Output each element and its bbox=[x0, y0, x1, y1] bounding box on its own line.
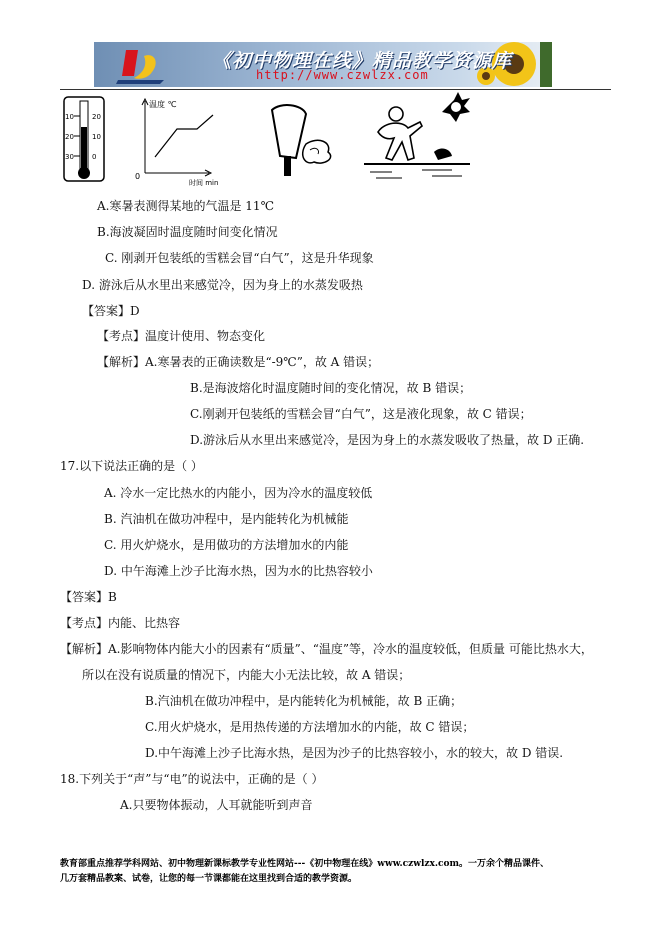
text-line: C. 用火炉烧水，是用做功的方法增加水的内能 bbox=[104, 538, 349, 552]
text-line: 【考点】温度计使用、物态变化 bbox=[97, 329, 266, 343]
text-line: 【答案】B bbox=[60, 590, 117, 604]
text-line: D.游泳后从水里出来感觉冷，是因为身上的水蒸发吸收了热量，故 D 正确. bbox=[190, 433, 585, 447]
text-line: A.寒暑表测得某地的气温是 11℃ bbox=[97, 199, 274, 213]
text-line: 【考点】内能、比热容 bbox=[60, 616, 181, 630]
thermometer-tick-label: 30 bbox=[65, 153, 74, 161]
text-line: D.中午海滩上沙子比海水热，是因为沙子的比热容较小，水的较大，故 D 错误. bbox=[145, 746, 564, 760]
thermometer-tick-label: 20 bbox=[92, 113, 101, 121]
text-line: D. 游泳后从水里出来感觉冷，因为身上的水蒸发吸热 bbox=[82, 278, 363, 292]
thermometer-figure bbox=[62, 95, 108, 185]
text-line: D. 中午海滩上沙子比海水热，因为水的比热容较小 bbox=[104, 564, 373, 578]
ice-cream-bar-image bbox=[262, 100, 342, 180]
header-divider bbox=[60, 89, 611, 90]
swimmer-image bbox=[362, 92, 472, 187]
text-line: C.用火炉烧水，是用热传递的方法增加水的内能，故 C 错误； bbox=[145, 720, 475, 734]
text-line: A.只要物体振动，人耳就能听到声音 bbox=[120, 798, 313, 812]
temperature-time-graph bbox=[125, 95, 219, 187]
text-line: 【答案】D bbox=[82, 304, 140, 318]
site-logo bbox=[116, 50, 164, 84]
text-line: 【解析】A.影响物体内能大小的因素有“质量”、“温度”等，冷水的温度较低，但质量 可能比热水大， bbox=[60, 642, 593, 656]
footer-line-2: 几万套精品教案、试卷，让您的每一节课都能在这里找到合适的教学资源。 bbox=[60, 874, 358, 884]
graph-origin: 0 bbox=[135, 172, 141, 181]
header-banner bbox=[94, 42, 552, 87]
footer-line-1: 教育部重点推荐学科网站、初中物理新课标教学专业性网站---《初中物理在线》www.czwlzx.com。一万余个精品课件、 bbox=[60, 859, 550, 869]
text-line: C. 刚剥开包装纸的雪糕会冒“白气”，这是升华现象 bbox=[105, 251, 374, 265]
text-line: A. 冷水一定比热水的内能小，因为冷水的温度较低 bbox=[104, 486, 373, 500]
text-line: 所以在没有说质量的情况下，内能大小无法比较，故 A 错误； bbox=[82, 668, 411, 682]
thermometer-tick-label: 20 bbox=[65, 133, 74, 141]
banner-title: 《初中物理在线》精品教学资源库 bbox=[212, 50, 513, 72]
graph-curve bbox=[155, 115, 213, 157]
thermometer-tick-label: 10 bbox=[92, 133, 101, 141]
text-line: C.刚剥开包装纸的雪糕会冒“白气”，这是液化现象，故 C 错误； bbox=[190, 407, 532, 421]
text-line: B.是海波熔化时温度随时间的变化情况，故 B 错误； bbox=[190, 381, 472, 395]
graph-ylabel: 温度 ℃ bbox=[149, 100, 177, 109]
text-line: 18.下列关于“声”与“电”的说法中，正确的是（ ） bbox=[60, 772, 324, 786]
text-line: 17.以下说法正确的是（ ） bbox=[60, 459, 203, 473]
text-line: B. 汽油机在做功冲程中，是内能转化为机械能 bbox=[104, 512, 349, 526]
thermometer-tick-label: 0 bbox=[92, 153, 97, 161]
text-line: 【解析】A.寒暑表的正确读数是“-9℃”，故 A 错误； bbox=[97, 355, 380, 369]
graph-xlabel: 时间 min bbox=[189, 179, 219, 187]
text-line: B.汽油机在做功冲程中，是内能转化为机械能，故 B 正确； bbox=[145, 694, 463, 708]
text-line: B.海波凝固时温度随时间变化情况 bbox=[97, 225, 278, 239]
banner-url: http://www.czwlzx.com bbox=[256, 68, 429, 82]
thermometer-tick-label: 10 bbox=[65, 113, 74, 121]
